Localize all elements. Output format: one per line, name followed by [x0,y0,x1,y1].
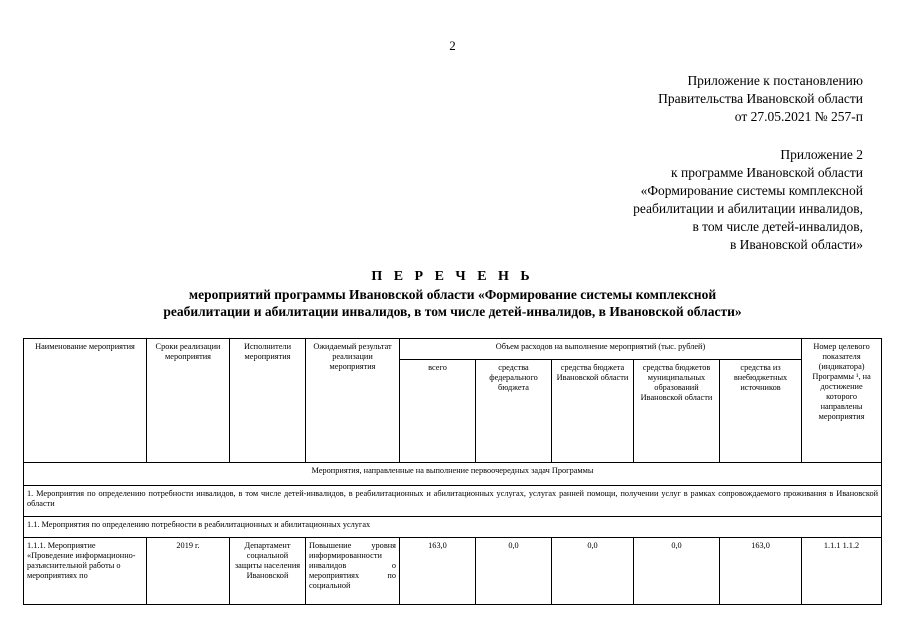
cell-name: 1.1.1. Мероприятие «Проведение информационно-разъяснительной работы о мероприятиях по [24,538,147,605]
header-expense-volume: Объем расходов на выполнение мероприятий (тыс. рублей) [400,339,802,360]
group-title: 1. Мероприятия по определению потребности инвалидов, в том числе детей-инвалидов, в реабилитационных и абилитационных услугах, услугах ранней помощи, получении услуг в рамках сопровождаемого проживания в Ивановской области [24,486,882,517]
header-total: всего [400,360,476,463]
page-number: 2 [449,38,456,53]
header-executors: Исполнители мероприятия [230,339,306,463]
title-subtitle-line: реабилитации и абилитации инвалидов, в том числе детей-инвалидов, в Ивановской области» [163,304,742,319]
cell-indicator: 1.1.1 1.1.2 [802,538,882,605]
section-title: Мероприятия, направленные на выполнение первоочередных задач Программы [24,463,882,486]
header-indicator-number: Номер целевого показателя (индикатора) Программы ¹, на достижение которого направлены мероприятия [802,339,882,463]
title-subtitle-line: мероприятий программы Ивановской области «Формирование системы комплексной [188,287,717,302]
header-extrabudgetary: средства из внебюджетных источников [720,360,802,463]
cell-regional: 0,0 [552,538,634,605]
header-federal-budget: средства федерального бюджета [476,360,552,463]
measures-table [23,338,882,605]
annex-program-line: в том числе детей-инвалидов, [692,219,863,234]
header-regional-budget: средства бюджета Ивановской области [552,360,634,463]
cell-terms: 2019 г. [147,538,230,605]
annex-program-line: реабилитации и абилитации инвалидов, [633,201,863,216]
title-main: П Е Р Е Ч Е Н Ь [371,269,534,284]
cell-municipal: 0,0 [634,538,720,605]
table-row [24,538,882,605]
header-terms: Сроки реализации мероприятия [147,339,230,463]
cell-extrabudgetary: 163,0 [720,538,802,605]
annex-decree-block [658,72,863,126]
document-title [0,268,905,320]
header-municipal-budget: средства бюджетов муниципальных образований Ивановской области [634,360,720,463]
annex-program-line: Приложение 2 [780,147,863,162]
annex-program-line: в Ивановской области» [729,237,863,252]
annex-program-line: «Формирование системы комплексной [640,183,863,198]
cell-federal: 0,0 [476,538,552,605]
annex-decree-line: Правительства Ивановской области [658,91,863,106]
header-name: Наименование мероприятия [24,339,147,463]
annex-program-line: к программе Ивановской области [671,165,863,180]
header-expected-result: Ожидаемый результат реализации мероприятия [306,339,400,463]
cell-total: 163,0 [400,538,476,605]
annex-decree-line: от 27.05.2021 № 257-п [734,109,863,124]
cell-executors: Департамент социальной защиты населения Ивановской [230,538,306,605]
annex-program-block [633,146,863,254]
subgroup-title: 1.1. Мероприятия по определению потребности в реабилитационных и абилитационных услугах [24,517,882,538]
cell-expected-result: Повышение уровня информированности инвалидов о мероприятиях по социальной [306,538,400,605]
annex-decree-line: Приложение к постановлению [687,73,863,88]
